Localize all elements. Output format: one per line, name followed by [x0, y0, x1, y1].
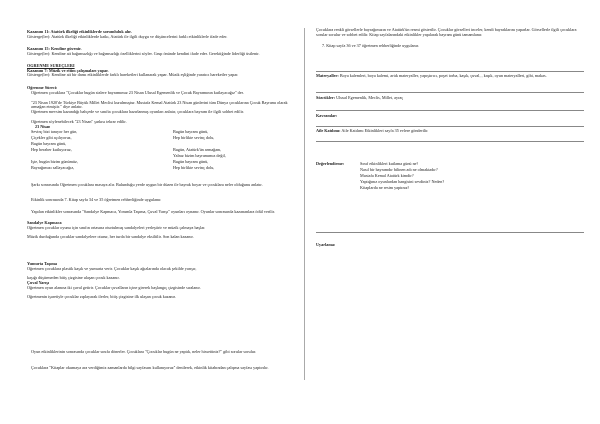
bullet3-2: Çocuklara "Kitaplar okumaya ara verdiğimiz zamanlarda bilgi sayfasını kullanıyoruz" denilerek, etkinlik kitabından çalışma sayfası yaptırılır.	[31, 366, 269, 370]
ogrenme-surecleri-heading: ÖĞRENME SÜREÇLERİ	[27, 64, 75, 68]
kazanim-11-indicator: Gösterge(ler): Atatürk ilkeliği etkinliklerde katkı, Atatürk ile ilgili duygu ve düşüncelerini farklı etkinliklerle ifade eder.	[27, 34, 228, 39]
poem-left-2: Çiçekler gibi açılıyoruz,	[31, 136, 72, 140]
poem-right-2: Hep birlikte sevinç dolu,	[173, 136, 215, 140]
concepts-label: Kavramlar:	[316, 114, 338, 118]
family-text: Aile Katılımı Etkinlikleri sayfa 35 evlere gönderilir.	[341, 129, 429, 133]
bullet2-1: Şarkı sonrasında Öğretmen çocuklara masaya alır. Bulunduğu yerde uygun bir düzen ile bayrak boyar ve çocuklara neler olduğunu anlatır.	[31, 183, 263, 187]
words-row	[316, 96, 403, 101]
kazanim-7-heading: Kazanım 7: Müzik ve ritim çalışmaları yapar.	[27, 68, 109, 73]
divider-6	[316, 232, 584, 233]
materials-label: Materyaller:	[316, 74, 339, 78]
adaptation-label: Uyarlama:	[316, 243, 336, 247]
intro-paragraph-2: 7. Kitap sayfa 36 ve 37 öğretmen rehberliğinde uygulanır.	[322, 44, 419, 48]
bullet-4: Öğretmen söylenebilecek "23 Nisan" şarkısı tekrar edilir.	[31, 119, 127, 124]
kazanim-7-indicator: Gösterge(ler): Kendine ait bir dansı etkinliklerde farklı hareketleri kullanarak yapar. Müzik eşliğinde yaratıcı hareketler yapar.	[27, 73, 239, 78]
bullet3-1: Oyun etkinliklerinin sonrasında çocuklar sınıfa dönerler. Çocuklara "Çocuklar bugün ne yaptık, neler hissettiniz?" gibi sorular sorulur.	[31, 350, 257, 354]
bullet2-3: Yapılan etkinlikler sonrasında "Sandalye Kapmaca, Yorumla Taşıma, Çuval Yarışı" oyunları oynanır. Oyunlar sonrasında kazananlara ödül verilir.	[31, 210, 275, 214]
game-1-line-1: Öğretmen çocuklar oyunu için sınıfın ortasına oturtulmuş sandalyeleri yerleştirir ve müzik çalmaya başlar.	[27, 225, 206, 230]
family-row	[316, 129, 428, 134]
bullet-1: Öğretmen çocuklara "Çocuklar bugün sizlere bayramımız 23 Nisan Ulusal Egemenlik ve Çocuk Bayramının kutlayacağız" der.	[31, 91, 244, 95]
family-label: Aile Katılımı:	[316, 129, 341, 133]
poem-title: 23 Nisan	[35, 125, 51, 129]
evaluation-item-4: Yaptığınız oyunlardan hangisini sevdiniz? Neden?	[360, 180, 445, 184]
evaluation-item-1: Sınıf etkinlikleri kutlama günü ne?	[360, 162, 419, 166]
game-3-line-2: Öğretmenin işaretiyle çocuklar zıplayarak ilerler, bitiş çizgisine ilk ulaşan çocuk kazanır.	[27, 294, 176, 299]
game-2-line-2: kaşığı düşürmeden bitiş çizgisine ulaşan çocuk kazanır.	[27, 275, 120, 280]
poem-right-1: Bugün bayram günü,	[173, 130, 209, 134]
divider-3	[316, 110, 584, 111]
bullet-3: Öğretmen mevsim kazandığı bahçede ve sınıfta çocuklara hazırlanmış oyunları anlatır, çocuklara bayram ile ilgili sohbet edilir.	[31, 110, 244, 114]
game-3-title: Çuval Yarışı	[27, 281, 50, 285]
poem-right-4: Bugün, Atatürk'ün armağanı,	[173, 148, 222, 152]
poem-right-5: Yalnız bizim bayramımız değil,	[173, 154, 226, 158]
divider-4	[316, 126, 584, 127]
evaluation-item-2: Nasıl bir bayramdır bilinen adı ne olmaktadır?	[360, 168, 438, 172]
poem-left-4: Hep beraber kutluyoruz,	[31, 148, 72, 152]
evaluation-item-3: Mustafa Kemal Atatürk kimdir?	[360, 174, 414, 178]
divider-1	[316, 71, 584, 72]
poem-left-1: Sevinç bizi tanıyor her gün,	[31, 130, 78, 134]
evaluation-label: Değerlendirme:	[316, 162, 345, 166]
divider-2	[316, 92, 584, 93]
game-3-line-1: Öğretmen oyun alanına iki çuval getirir. Çocuklar çuvalların içine girerek başlangıç çizgisinde sıralanır.	[27, 285, 201, 290]
poem-right-7: Hep birlikte sevinç dolu,	[173, 166, 215, 170]
materials-row	[316, 74, 582, 79]
poem-left-7: Bayrağımızı sallayacağız,	[31, 166, 75, 170]
game-1-line-2: Müzik durduğunda çocuklar sandalyelere oturur, her turda bir sandalye eksiltilir. Son kalan kazanır.	[27, 234, 194, 239]
intro-paragraph: Çocuklara renkli görsellerle bayrağımızın ve Atatürk'ün resmi gösterilir. Çocuklar görselleri inceler, kendi bayraklarını yaparlar. Görsellerle ilgili çocuklara sorular sorulur ve sohbet edilir. Kitap sayfalarındaki etkinlikler yapılarak bayram günü tamamlanır.	[316, 28, 577, 37]
kazanim-11-heading: Kazanım 11: Atatürk ilkeliği etkinliklerde sorumluluk alır.	[27, 30, 132, 34]
column-divider	[304, 28, 305, 380]
divider-5	[316, 141, 584, 142]
game-1-title: Sandalye Kapmaca	[27, 221, 62, 225]
kazanim-15-indicator: Gösterge(ler): Kendine ait bağımsızlığı ve bağımsızlığı özelliklerini söyler. Grup önünde kendini ifade eder. Gerektiğinde liderliği üstlenir.	[27, 51, 260, 56]
poem-right-6: Bugün bayram günü,	[173, 160, 209, 164]
words-text: Ulusal Egemenlik, Meclis, Millet, ayraç	[336, 96, 404, 100]
ogrenme-sureci-title: Öğrenme Süreci:	[27, 86, 58, 90]
poem-left-6: İşte, bugün bizim günümüz,	[31, 160, 78, 164]
kazanim-15-heading: Kazanım 15: Kendine güvenir.	[27, 47, 82, 51]
materials-text: Boya kalemleri, boya kalemi, artık materyaller, yapıştırıcı, poşet torba, kaşık, çuval, , kaşık, oyun materyalleri, gibi, makas.	[339, 74, 547, 78]
bullet-2: "23 Nisan 1920'de Türkiye Büyük Millet Meclisi kurulmuştur. Mustafa Kemal Atatürk 23 Nisan günlerini tüm Dünya çocuklarına Çocuk Bayramı olarak armağan etmiştir." diye anlatır.	[31, 100, 288, 110]
game-2-line-1: Öğretmen çocuklara plastik kaşık ve yumurta verir. Çocuklar kaşık ağızlarında olacak şekilde yarışır,	[27, 266, 197, 271]
poem-left-3: Bugün bayram günü,	[31, 142, 67, 146]
bullet2-2: Etkinlik sonrasında 7. Kitap sayfa 34 ve 35 öğretmen rehberliğinde uygulanır.	[31, 198, 162, 202]
words-label: Sözcükler:	[316, 96, 336, 100]
evaluation-item-5: Kitaplarda ne resim yaptınız?	[360, 186, 410, 190]
game-2-title: Yumurta Taşıma	[27, 262, 57, 266]
